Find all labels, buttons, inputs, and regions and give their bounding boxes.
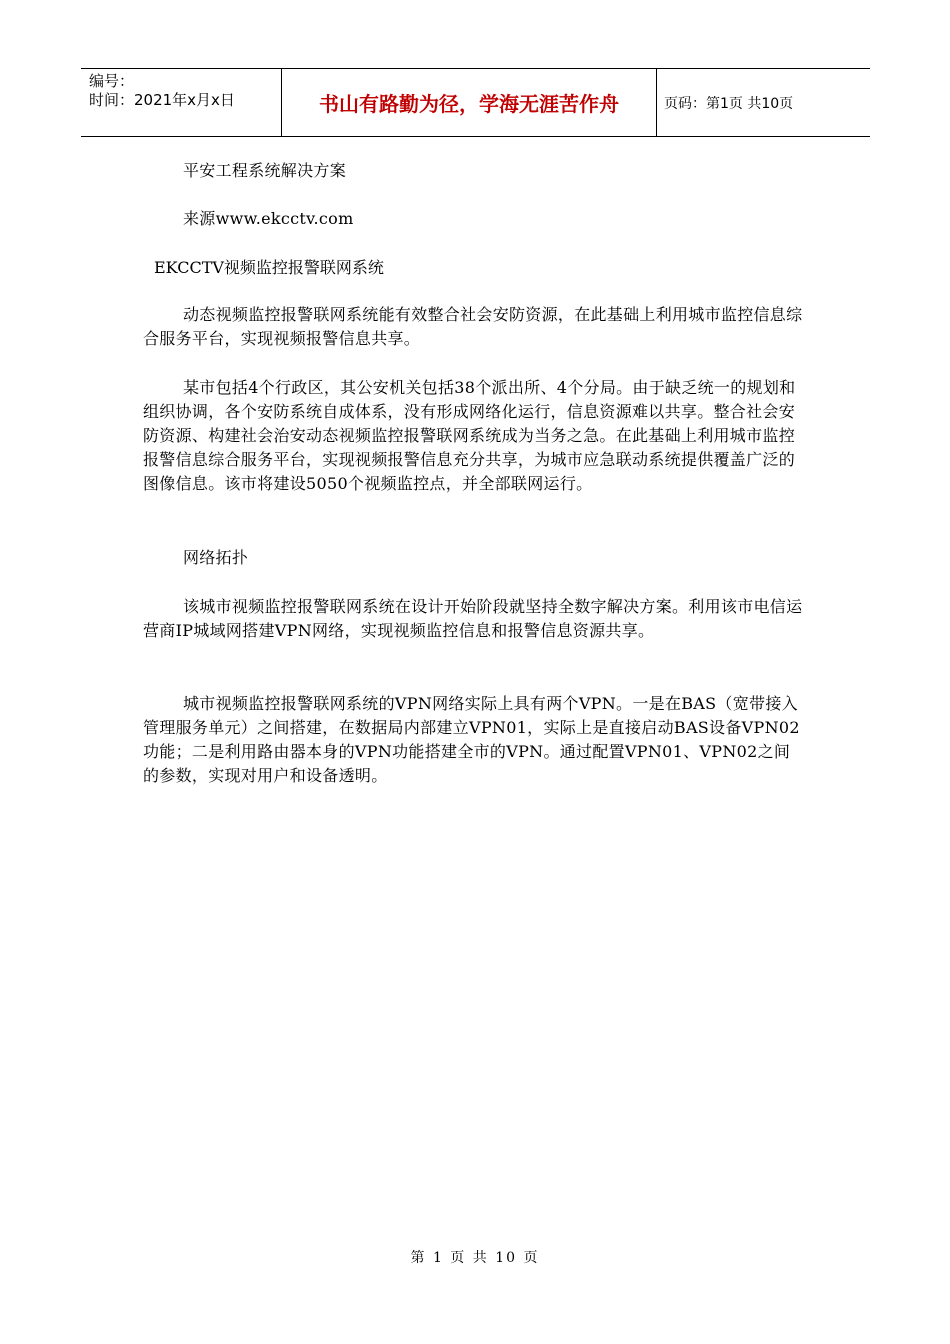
paragraph-intro: 动态视频监控报警联网系统能有效整合社会安防资源，在此基础上利用城市监控信息综合服务平台，实现视频报警信息共享。 — [143, 305, 803, 348]
paragraph-background: 某市包括4个行政区，其公安机关包括38个派出所、4个分局。由于缺乏统一的规划和组织协调，各个安防系统自成体系，没有形成网络化运行，信息资源难以共享。整合社会安防资源、构建社会治安动态视频监控报警联网系统成为当务之急。在此基础上利用城市监控报警信息综合服务平台，实现视频报警信息充分共享，为城市应急联动系统提供覆盖广泛的图像信息。该市将建设5050个视频监控点，并全部联网运行。 — [143, 378, 796, 493]
document-number-label: 编号： — [89, 72, 135, 90]
document-source: 来源www.ekcctv.com — [183, 209, 354, 228]
paragraph-vpn: 城市视频监控报警联网系统的VPN网络实际上具有两个VPN。一是在BAS（宽带接入管理服务单元）之间搭建，在数据局内部建立VPN01，实际上是直接启动BAS设备VPN02功能；二是利用路由器本身的VPN功能搭建全市的VPN。通过配置VPN01、VPN02之间的参数，实现对用户和设备透明。 — [143, 694, 800, 785]
document-title: 平安工程系统解决方案 — [183, 161, 347, 180]
paragraph-topology: 该城市视频监控报警联网系统在设计开始阶段就坚持全数字解决方案。利用该市电信运营商IP城域网搭建VPN网络，实现视频监控信息和报警信息资源共享。 — [143, 597, 803, 640]
header-meta-cell — [81, 69, 282, 136]
page-footer: 第 1 页 共 10 页 — [410, 1250, 540, 1266]
system-name-heading: EKCCTV视频监控报警联网系统 — [154, 258, 384, 277]
header-motto: 书山有路勤为径，学海无涯苦作舟 — [282, 69, 657, 136]
section-heading-network-topology: 网络拓扑 — [183, 548, 249, 567]
header-page-info: 页码：第1页 共10页 — [664, 95, 794, 112]
document-date-label: 时间：2021年x月x日 — [89, 91, 235, 109]
document-header — [81, 68, 870, 137]
